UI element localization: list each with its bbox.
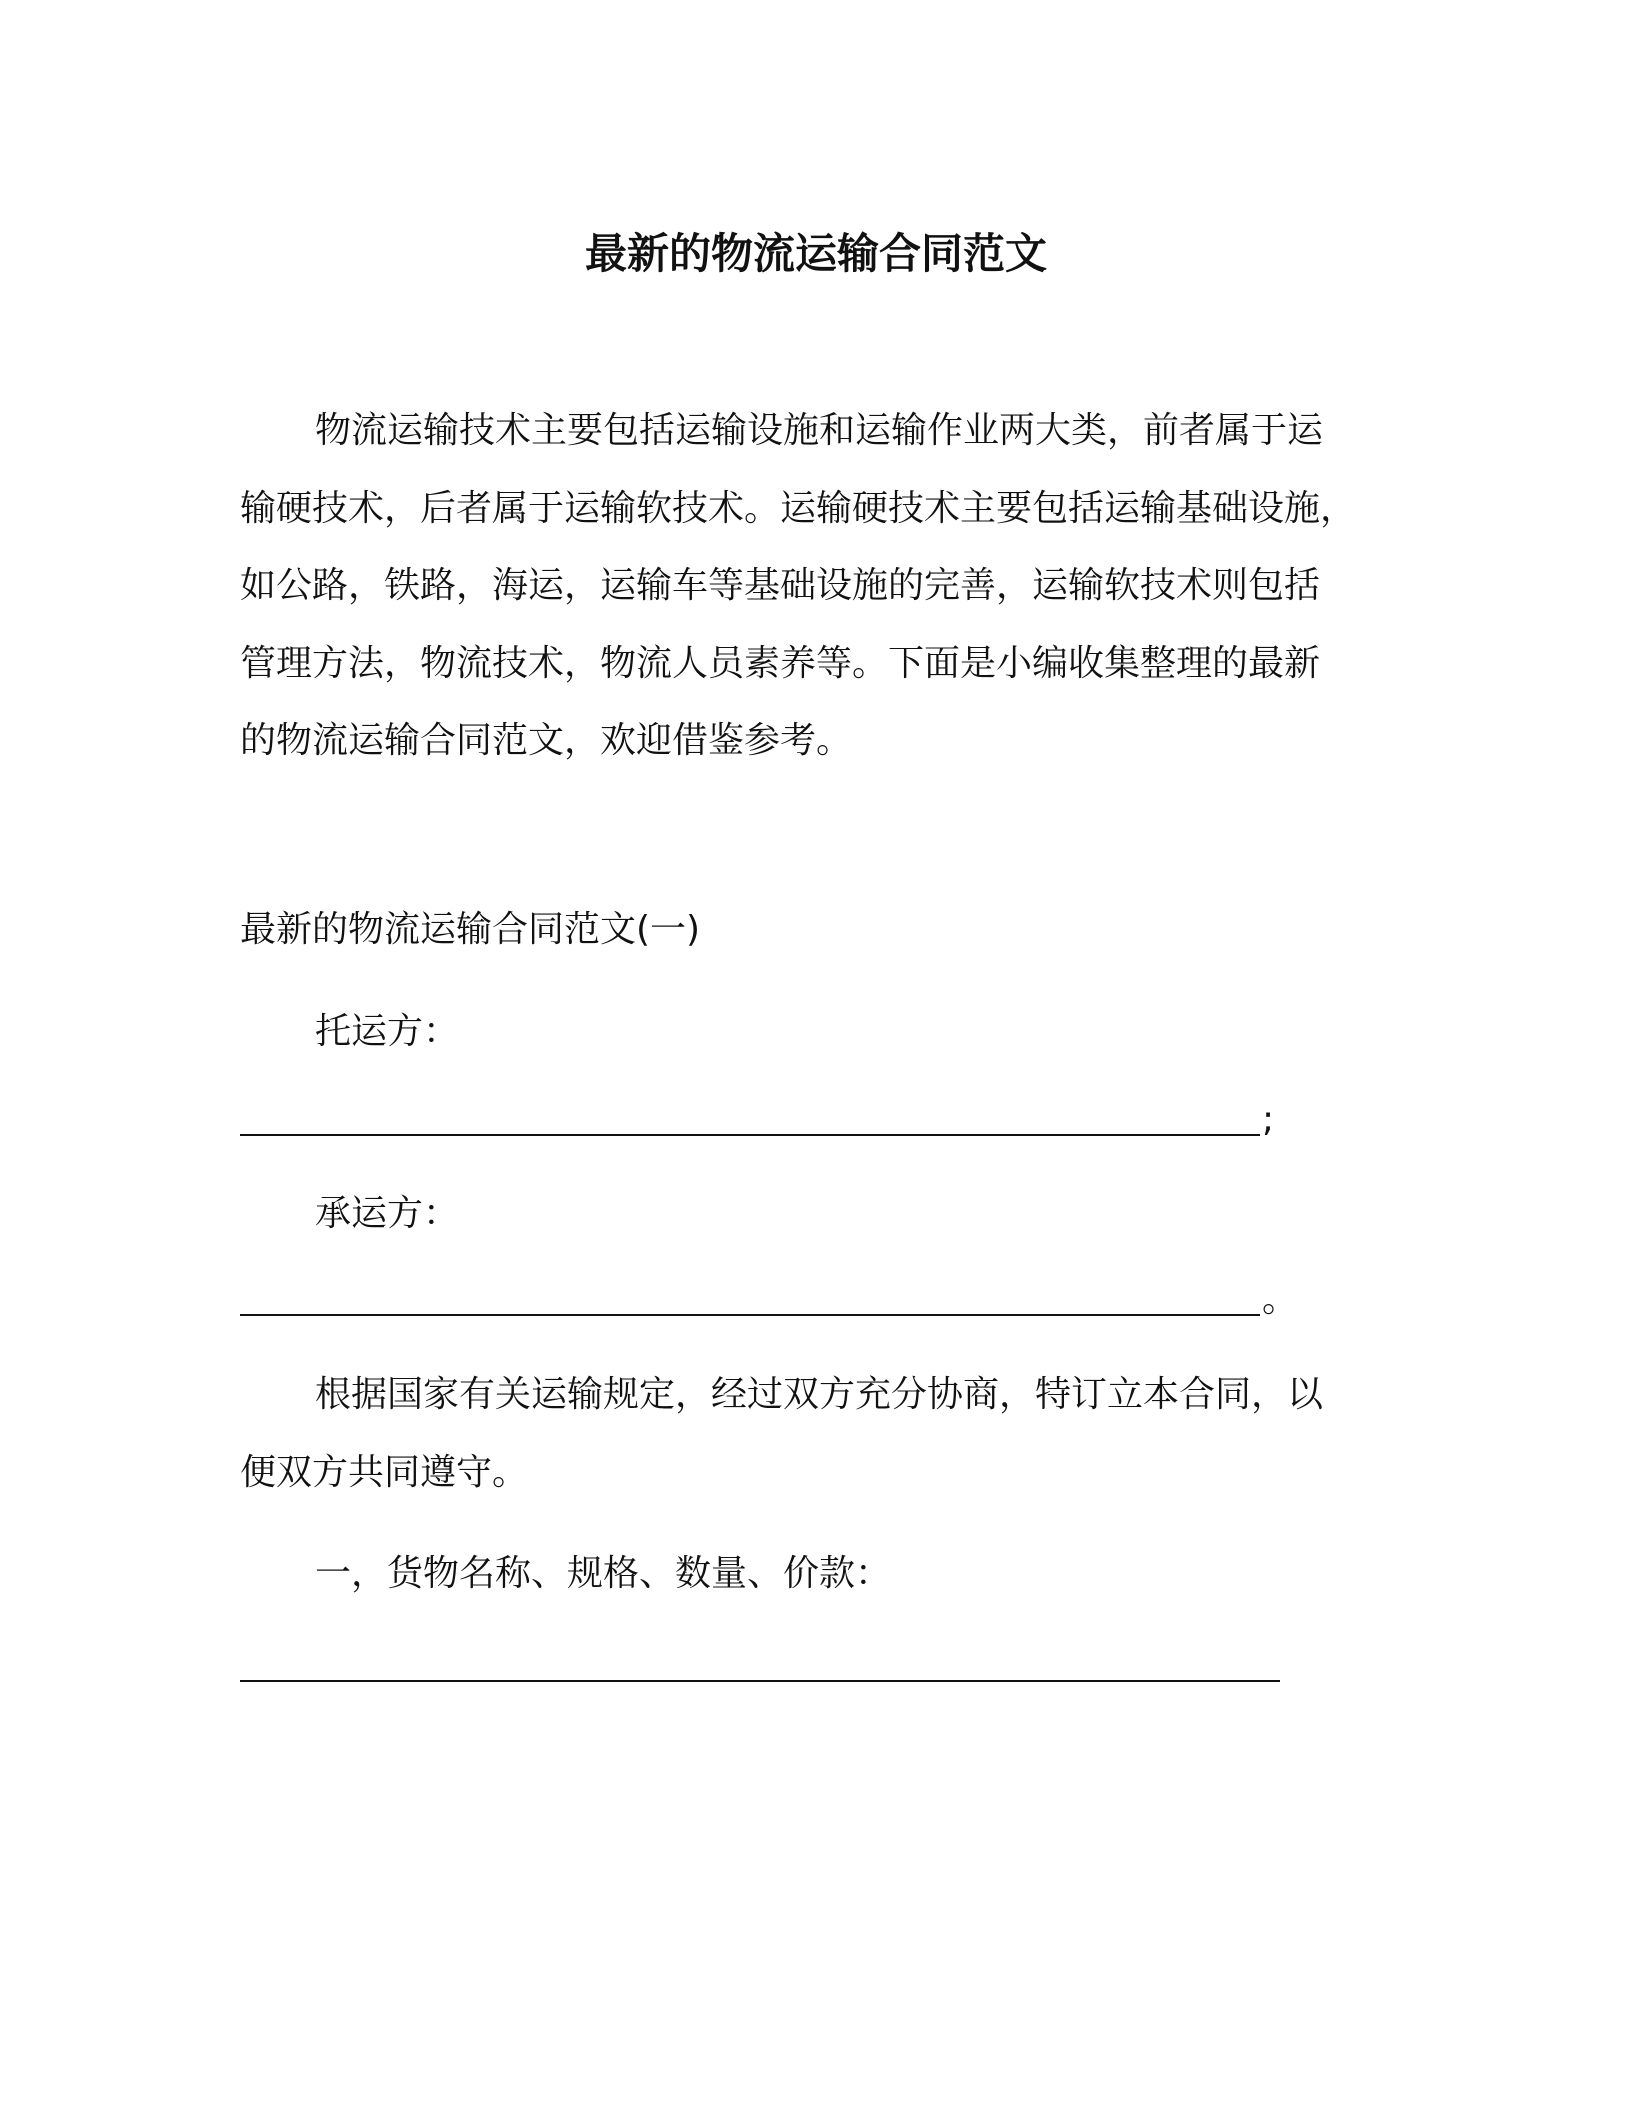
document-title: 最新的物流运输合同范文 <box>584 229 1047 278</box>
intro-line: 如公路，铁路，海运，运输车等基础设施的完善，运输软技术则包括 <box>240 565 1321 606</box>
goods-blank-row <box>240 1636 1280 1696</box>
agreement-line: 便双方共同遵守。 <box>240 1451 529 1493</box>
shipper-blank-row <box>240 1090 1274 1150</box>
shipper-suffix: ; <box>1262 1099 1275 1140</box>
shipper-label: 托运方： <box>315 1011 460 1052</box>
intro-line: 输硬技术，后者属于运输软技术。运输硬技术主要包括运输基础设施， <box>240 487 1357 529</box>
shipper-blank-line <box>240 1134 1260 1136</box>
carrier-label: 承运方： <box>315 1193 460 1234</box>
intro-line: 管理方法，物流技术，物流人员素养等。下面是小编收集整理的最新 <box>240 642 1321 684</box>
intro-paragraph <box>240 392 1400 780</box>
carrier-blank-row <box>240 1270 1298 1330</box>
agreement-paragraph <box>240 1356 1400 1511</box>
carrier-suffix: 。 <box>1262 1279 1299 1320</box>
intro-line: 物流运输技术主要包括运输设施和运输作业两大类，前者属于运 <box>315 410 1324 451</box>
intro-line: 的物流运输合同范文，欢迎借鉴参考。 <box>240 720 853 761</box>
goods-blank-line <box>240 1680 1280 1682</box>
agreement-line: 根据国家有关运输规定，经过双方充分协商，特订立本合同，以 <box>315 1374 1324 1415</box>
clause-one-heading: 一，货物名称、规格、数量、价款： <box>315 1553 892 1594</box>
section-heading: 最新的物流运输合同范文(一) <box>240 909 701 950</box>
carrier-blank-line <box>240 1314 1260 1316</box>
